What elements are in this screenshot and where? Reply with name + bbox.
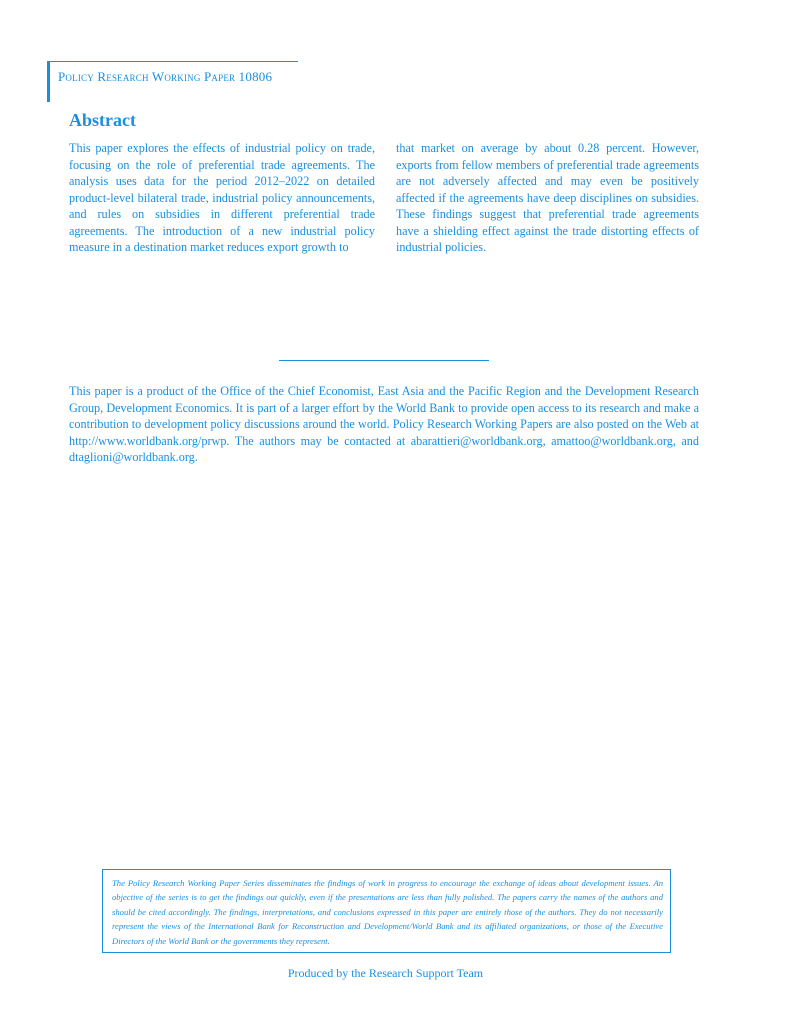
footer-credit: Produced by the Research Support Team: [287, 966, 484, 980]
section-divider: [279, 360, 489, 361]
abstract-heading: Abstract: [69, 110, 136, 130]
product-note: This paper is a product of the Office of the Chief Economist, East Asia and the Pacific Region and the Development Research Group, Development Economics. It is part of a larger effort by the World Bank to provide open access to its research and make a contribution to development policy discussions around the world. Policy Research Working Papers are also posted on the Web at http://www.worldbank.org/prwp. The authors may be contacted at abarattieri@worldbank.org, amattoo@worldbank.org, and dtaglioni@worldbank.org.: [69, 384, 699, 464]
disclaimer-text: The Policy Research Working Paper Series disseminates the findings of work in progress to encourage the exchange of ideas about development issues. An objective of the series is to get the findings out quickly, even if the presentations are less than fully polished. The papers carry the names of the authors and should be cited accordingly. The findings, interpretations, and conclusions expressed in this paper are entirely those of the authors. They do not necessarily represent the views of the International Bank for Reconstruction and Development/World Bank and its affiliated organizations, or those of the Executive Directors of the World Bank or the governments they represent.: [112, 878, 663, 946]
disclaimer-box: [102, 869, 671, 953]
series-header: [47, 61, 298, 102]
abstract-left-column: This paper explores the effects of industrial policy on trade, focusing on the role of preferential trade agreements. The analysis uses data for the period 2012–2022 on detailed product-level bilateral trade, industrial policy announcements, and rules on subsidies in different preferential trade agreements. The introduction of a new industrial policy measure in a destination market reduces export growth to: [69, 141, 375, 254]
series-label: Policy Research Working Paper 10806: [58, 69, 273, 84]
abstract-right-column: that market on average by about 0.28 percent. However, exports from fellow members of preferential trade agreements are not adversely affected and may even be positively affected if the agreements have deep disciplines on subsidies. These findings suggest that preferential trade agreements have a shielding effect against the trade distorting effects of industrial policies.: [396, 141, 699, 254]
